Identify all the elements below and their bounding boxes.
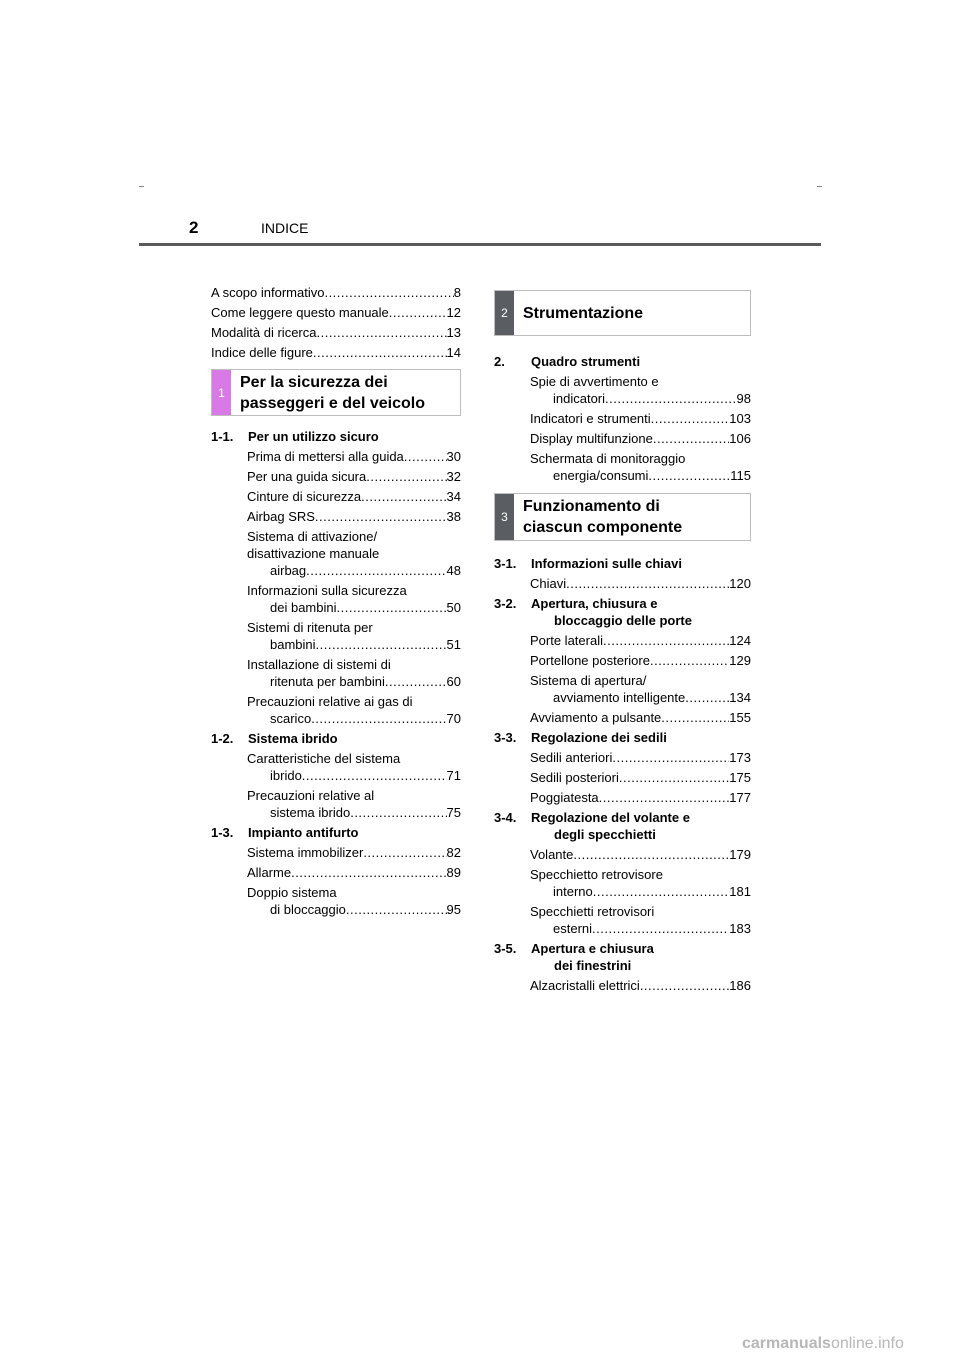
toc-entry[interactable]	[530, 903, 751, 937]
section-title-line1: Regolazione del volante e	[531, 810, 690, 825]
section-title-line1: Regolazione dei sedili	[531, 730, 667, 745]
toc-entry-page: 32	[446, 469, 461, 484]
toc-entry[interactable]	[247, 884, 461, 918]
toc-entry-last-line	[530, 749, 751, 766]
toc-leader	[685, 689, 729, 706]
toc-leader	[650, 652, 729, 669]
chapter-1-heading[interactable]	[211, 369, 461, 416]
toc-entry-page: 124	[729, 633, 751, 648]
toc-entry[interactable]	[211, 304, 461, 321]
intro-list	[211, 284, 461, 361]
toc-entry-title-line1: Sistema di attivazione/	[247, 529, 378, 544]
chapter-3-tab: 3	[495, 494, 514, 540]
toc-entry-title: Avviamento a pulsante	[530, 710, 662, 725]
chapter-1-title	[231, 372, 425, 414]
toc-entry-last-line	[247, 804, 461, 821]
section-title	[531, 595, 751, 629]
chapter-1-tab: 1	[212, 370, 231, 415]
toc-entry-title: Chiavi	[530, 576, 567, 591]
toc-entry-page: 48	[446, 563, 461, 578]
toc-entry-page: 13	[446, 325, 461, 340]
toc-entry-page: 51	[446, 637, 461, 652]
toc-entry[interactable]	[530, 430, 751, 447]
toc-entry-title-line1: Precauzioni relative al	[247, 788, 375, 803]
section-title-line1: Quadro strumenti	[531, 354, 641, 369]
toc-leader	[592, 920, 729, 937]
toc-entry[interactable]	[530, 450, 751, 484]
toc-leader	[573, 846, 729, 863]
toc-entry[interactable]	[247, 508, 461, 525]
toc-entry[interactable]	[530, 709, 751, 726]
section-title	[531, 555, 751, 572]
toc-entry-page: 12	[446, 305, 461, 320]
toc-entry-title-line1: Specchietto retrovisore	[530, 867, 663, 882]
toc-entry-title: avviamento intelligente	[553, 690, 686, 705]
toc-leader	[324, 284, 453, 301]
toc-entry-last-line	[530, 652, 751, 669]
toc-leader	[389, 304, 447, 321]
chapter-3-title	[514, 496, 682, 538]
section-number: 1-3.	[211, 825, 234, 840]
page-header	[139, 217, 821, 245]
crop-mark-left	[139, 186, 144, 187]
toc-entry[interactable]	[247, 787, 461, 821]
toc-entry[interactable]	[247, 488, 461, 505]
toc-entry[interactable]	[530, 977, 751, 994]
toc-entry-title: energia/consumi	[553, 468, 649, 483]
toc-entry-title: Portellone posteriore	[530, 653, 650, 668]
toc-entry-page: 106	[729, 431, 751, 446]
toc-entry-last-line	[247, 901, 461, 918]
section-heading[interactable]	[494, 729, 751, 746]
toc-leader	[385, 673, 447, 690]
section-number: 2.	[494, 354, 505, 369]
toc-entry-page: 71	[446, 768, 461, 783]
toc-entry-title: Volante	[530, 847, 574, 862]
toc-entry-last-line	[530, 977, 751, 994]
toc-entry-page: 183	[729, 921, 751, 936]
toc-entry-page: 115	[730, 468, 751, 483]
toc-entry-title: Sedili anteriori	[530, 750, 613, 765]
section-heading[interactable]	[211, 824, 461, 841]
section-number: 1-2.	[211, 731, 234, 746]
toc-entry-last-line	[530, 575, 751, 592]
toc-right-column	[494, 290, 751, 997]
toc-entry[interactable]	[247, 468, 461, 485]
section-title-line1: Apertura e chiusura	[531, 941, 654, 956]
toc-leader	[317, 324, 447, 341]
toc-leader	[640, 977, 729, 994]
section-title	[248, 428, 461, 445]
watermark-part2: online.info	[830, 1335, 904, 1352]
toc-entry[interactable]	[530, 672, 751, 706]
toc-entry-title-line1: Schermata di monitoraggio	[530, 451, 686, 466]
toc-entry[interactable]	[211, 284, 461, 301]
toc-entry-title: di bloccaggio	[270, 902, 346, 917]
toc-entry-title-line1: Precauzioni relative ai gas di	[247, 694, 413, 709]
toc-entry-last-line	[247, 710, 461, 727]
toc-leader	[404, 448, 447, 465]
toc-entry[interactable]	[247, 864, 461, 881]
toc-entry-title: Sistema immobilizer	[247, 845, 364, 860]
toc-entry-title: interno	[553, 884, 593, 899]
section-heading[interactable]	[211, 730, 461, 747]
toc-leader	[566, 575, 729, 592]
toc-entry[interactable]	[530, 373, 751, 407]
section-number: 3-2.	[494, 596, 517, 611]
toc-entry-page: 95	[446, 902, 461, 917]
toc-leader	[337, 599, 447, 616]
toc-entry-page: 181	[729, 884, 751, 899]
section-heading[interactable]	[494, 555, 751, 572]
section-heading[interactable]	[494, 940, 751, 974]
toc-entry[interactable]	[530, 846, 751, 863]
toc-entry-page: 103	[729, 411, 751, 426]
toc-entry-title: A scopo informativo	[211, 285, 325, 300]
toc-leader	[605, 390, 737, 407]
toc-entry-page: 120	[729, 576, 751, 591]
toc-entry-last-line	[247, 508, 461, 525]
toc-entry-page: 75	[446, 805, 461, 820]
chapter-3-sections	[494, 555, 751, 994]
toc-leader	[593, 883, 730, 900]
toc-entry-title: scarico	[270, 711, 312, 726]
toc-entry-page: 30	[446, 449, 461, 464]
chapter-1-title-line1: Per la sicurezza dei	[240, 373, 388, 391]
toc-leader	[302, 767, 447, 784]
toc-entry-title: Alzacristalli elettrici	[530, 978, 640, 993]
toc-entry-last-line	[247, 864, 461, 881]
toc-entry-page: 179	[729, 847, 751, 862]
toc-entry-last-line	[247, 767, 461, 784]
toc-entry-title-line1: Specchietti retrovisori	[530, 904, 655, 919]
toc-entry-page: 177	[729, 790, 751, 805]
toc-entry-title-line1: Doppio sistema	[247, 885, 337, 900]
toc-entry-title: Come leggere questo manuale	[211, 305, 389, 320]
watermark-part1: carmanuals	[742, 1335, 831, 1352]
toc-entry[interactable]	[211, 324, 461, 341]
toc-entry-title: ritenuta per bambini	[270, 674, 385, 689]
toc-entry-page: 129	[729, 653, 751, 668]
toc-entry-last-line	[530, 632, 751, 649]
chapter-2-title: Strumentazione	[523, 304, 644, 322]
toc-entry-title: Prima di mettersi alla guida	[247, 449, 404, 464]
toc-leader	[346, 901, 447, 918]
toc-entry[interactable]	[211, 344, 461, 361]
toc-entry-last-line	[247, 448, 461, 465]
toc-entry-title: Poggiatesta	[530, 790, 599, 805]
crop-mark-right	[817, 186, 822, 187]
toc-entry-page: 38	[446, 509, 461, 524]
toc-entry-last-line	[530, 789, 751, 806]
toc-leader	[651, 410, 730, 427]
toc-entry-last-line	[530, 689, 751, 706]
toc-entry[interactable]	[530, 652, 751, 669]
toc-entry-last-line	[247, 488, 461, 505]
section-title-line2: degli specchietti	[554, 827, 656, 842]
section-title-line1: Apertura, chiusura e	[531, 596, 658, 611]
section-title	[248, 730, 461, 747]
toc-entry-title-line1: Caratteristiche del sistema	[247, 751, 401, 766]
toc-entry-page: 70	[446, 711, 461, 726]
toc-leader	[311, 710, 446, 727]
chapter-3-heading[interactable]	[494, 493, 751, 541]
toc-entry-title-line1: Spie di avvertimento e	[530, 374, 659, 389]
toc-entry-title: Airbag SRS	[247, 509, 315, 524]
toc-leader	[313, 344, 447, 361]
toc-entry-last-line	[530, 390, 751, 407]
toc-entry-last-line	[530, 846, 751, 863]
section-number: 3-5.	[494, 941, 517, 956]
toc-entry-title: airbag	[270, 563, 307, 578]
toc-entry-page: 173	[729, 750, 751, 765]
section-heading[interactable]	[494, 595, 751, 629]
toc-entry[interactable]	[530, 575, 751, 592]
toc-entry-last-line	[530, 883, 751, 900]
section-title-line1: Impianto antifurto	[248, 825, 359, 840]
section-title-line2: dei finestrini	[554, 958, 632, 973]
toc-entry[interactable]	[247, 582, 461, 616]
toc-entry-title: dei bambini	[270, 600, 337, 615]
section-heading[interactable]	[494, 809, 751, 843]
toc-entry-title: Display multifunzione	[530, 431, 653, 446]
watermark	[742, 1335, 904, 1353]
toc-entry-last-line	[247, 468, 461, 485]
chapter-1-sections	[211, 428, 461, 918]
toc-leader	[648, 467, 730, 484]
toc-entry-title-line1b: disattivazione manuale	[247, 546, 380, 561]
toc-entry-last-line	[247, 636, 461, 653]
toc-entry-page: 155	[729, 710, 751, 725]
chapter-2-heading[interactable]	[494, 290, 751, 336]
toc-leader	[363, 844, 446, 861]
toc-entry[interactable]	[530, 769, 751, 786]
header-rule	[139, 243, 821, 246]
toc-entry-title: Cinture di sicurezza	[247, 489, 362, 504]
toc-leader	[661, 709, 729, 726]
section-title	[248, 824, 461, 841]
toc-entry-title: esterni	[553, 921, 593, 936]
toc-entry-page: 82	[446, 845, 461, 860]
toc-entry[interactable]	[247, 656, 461, 690]
toc-entry-title: Sedili posteriori	[530, 770, 619, 785]
toc-entry[interactable]	[247, 528, 461, 579]
toc-entry-last-line	[247, 562, 461, 579]
toc-entry-last-line	[247, 599, 461, 616]
section-title-line1: Sistema ibrido	[248, 731, 338, 746]
toc-entry[interactable]	[530, 632, 751, 649]
toc-entry-page: 186	[729, 978, 751, 993]
toc-entry-last-line	[530, 430, 751, 447]
toc-entry-title: Indicatori e strumenti	[530, 411, 651, 426]
section-number: 3-1.	[494, 556, 517, 571]
section-number: 3-4.	[494, 810, 517, 825]
toc-entry-title: Per una guida sicura	[247, 469, 367, 484]
toc-entry-page: 98	[736, 391, 751, 406]
toc-entry-title: ibrido	[270, 768, 302, 783]
toc-leader	[361, 488, 446, 505]
page-title: INDICE	[261, 220, 309, 236]
toc-entry-title: Allarme	[247, 865, 292, 880]
toc-leader	[315, 508, 447, 525]
toc-leader	[306, 562, 446, 579]
section-number: 3-3.	[494, 730, 517, 745]
section-title	[531, 940, 751, 974]
toc-leader	[599, 789, 730, 806]
toc-entry[interactable]	[530, 749, 751, 766]
toc-leader	[316, 636, 447, 653]
toc-entry-last-line	[530, 467, 751, 484]
chapter-2-tab: 2	[495, 291, 514, 335]
toc-entry-last-line	[530, 410, 751, 427]
chapter-2-section	[494, 353, 751, 484]
toc-leader	[612, 749, 729, 766]
chapter-1-title-line2: passeggeri e del veicolo	[240, 394, 425, 412]
toc-entry[interactable]	[247, 619, 461, 653]
toc-entry[interactable]	[530, 789, 751, 806]
toc-entry-title: Modalità di ricerca	[211, 325, 317, 340]
toc-entry-title: bambini	[270, 637, 316, 652]
toc-entry-page: 34	[446, 489, 461, 504]
toc-entry-page: 50	[446, 600, 461, 615]
toc-entry-title: Indice delle figure	[211, 345, 313, 360]
toc-entry-last-line	[530, 709, 751, 726]
section-title	[531, 353, 751, 370]
toc-left-column	[211, 284, 461, 921]
section-title-line1: Informazioni sulle chiavi	[531, 556, 682, 571]
toc-leader	[366, 468, 446, 485]
toc-entry-page: 134	[729, 690, 751, 705]
toc-entry[interactable]	[247, 693, 461, 727]
toc-entry-page: 14	[446, 345, 461, 360]
toc-entry[interactable]	[247, 844, 461, 861]
toc-entry-title-line1: Sistema di apertura/	[530, 673, 647, 688]
toc-entry-page: 175	[729, 770, 751, 785]
toc-entry[interactable]	[530, 410, 751, 427]
section-title-line1: Per un utilizzo sicuro	[248, 429, 379, 444]
toc-leader	[653, 430, 729, 447]
toc-entry-title-line1: Informazioni sulla sicurezza	[247, 583, 407, 598]
toc-entry-title-line1: Installazione di sistemi di	[247, 657, 391, 672]
section-title-line2: bloccaggio delle porte	[554, 613, 692, 628]
toc-entry-page: 8	[453, 285, 461, 300]
toc-entry[interactable]	[247, 448, 461, 465]
toc-entry-page: 60	[446, 674, 461, 689]
toc-entry[interactable]	[530, 866, 751, 900]
toc-entry-last-line	[247, 844, 461, 861]
page-number: 2	[189, 218, 199, 237]
toc-entry-last-line	[530, 920, 751, 937]
toc-entry-page: 89	[446, 865, 461, 880]
toc-entry[interactable]	[247, 750, 461, 784]
section-title	[531, 729, 751, 746]
toc-leader	[291, 864, 446, 881]
toc-entry-title: indicatori	[553, 391, 606, 406]
section-number: 1-1.	[211, 429, 234, 444]
section-heading[interactable]	[211, 428, 461, 445]
toc-entry-last-line	[247, 673, 461, 690]
toc-entry-title: Porte laterali	[530, 633, 603, 648]
section-heading[interactable]	[494, 353, 751, 370]
toc-entry-title: sistema ibrido	[270, 805, 351, 820]
section-title	[531, 809, 751, 843]
chapter-3-title-line1: Funzionamento di	[523, 498, 660, 515]
chapter-3-title-line2: ciascun componente	[523, 519, 683, 536]
toc-leader	[603, 632, 729, 649]
toc-entry-last-line	[530, 769, 751, 786]
toc-leader	[350, 804, 446, 821]
toc-entry-title-line1: Sistemi di ritenuta per	[247, 620, 373, 635]
toc-leader	[619, 769, 729, 786]
